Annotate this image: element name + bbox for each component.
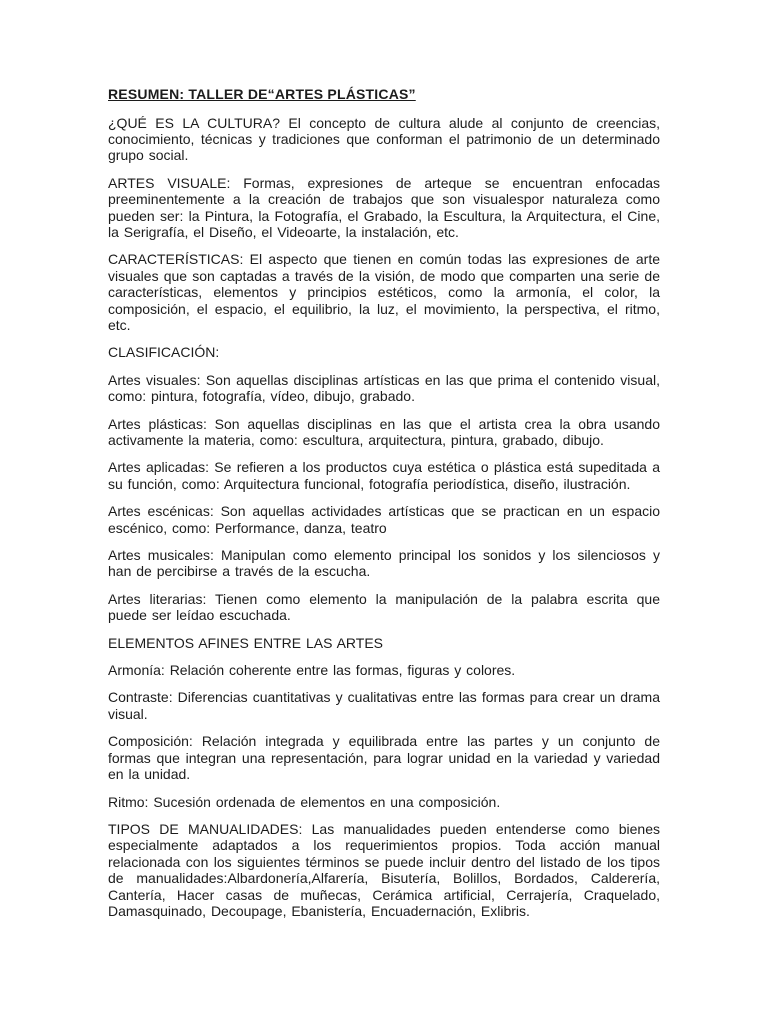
para-ritmo: Ritmo: Sucesión ordenada de elementos en una composición. xyxy=(108,793,501,810)
para-composicion: Composición: Relación integrada y equilibrada entre las partes y un conjunto de formas que integran una representación, para lograr unidad en la variedad y variedad en la unidad. xyxy=(108,733,660,783)
heading-elementos-afines: ELEMENTOS AFINES ENTRE LAS ARTES xyxy=(108,634,384,651)
para-contraste: Contraste: Diferencias cuantitativas y cualitativas entre las formas para crear un drama visual. xyxy=(108,689,660,722)
para-artes-escenicas: Artes escénicas: Son aquellas actividades artísticas que se practican en un espacio escénico, como: Performance, danza, teatro xyxy=(108,503,660,536)
para-artes-literarias: Artes literarias: Tienen como elemento la manipulación de la palabra escrita que puede ser leídao escuchada. xyxy=(108,590,660,624)
para-tipos-de-manualidades: TIPOS DE MANUALIDADES: Las manualidades pueden entenderse como bienes especialmente adaptados a los requerimientos propios. Toda acción manual relacionada con los siguientes términos se puede incluir dentro del listado de los tipos de manualidades:Albardonería,Alfarería, Bisutería, Bolillos, Bordados, Calderería, Cantería, Hacer casas de muñecas, Cerámica artificial, Cerrajería, Craquelado, Damasquinado, Decoupage, Ebanistería, Encuadernación, Exlibris. xyxy=(108,820,660,919)
para-artes-musicales: Artes musicales: Manipulan como elemento principal los sonidos y los silenciosos y han de percibirse a través de la escucha. xyxy=(108,547,660,580)
para-artes-plasticas: Artes plásticas: Son aquellas disciplinas en las que el artista crea la obra usando activamente la materia, como: escultura, arquitectura, pintura, grabado, dibujo. xyxy=(108,415,660,448)
para-artes-aplicadas: Artes aplicadas: Se refieren a los productos cuya estética o plástica está supeditada a su función, como: Arquitectura funcional, fotografía periodística, diseño, ilustración. xyxy=(108,459,660,492)
para-que-es-la-cultura: ¿QUÉ ES LA CULTURA? El concepto de cultura alude al conjunto de creencias, conocimiento, técnicas y tradiciones que conforman el patrimonio de un determinado grupo social. xyxy=(108,114,660,164)
para-caracteristicas: CARACTERÍSTICAS: El aspecto que tienen en común todas las expresiones de arte visuales que son captadas a través de la visión, de modo que comparten una serie de características, elementos y principios estéticos, como la armonía, el color, la composición, el espacio, el equilibrio, la luz, el movimiento, la perspectiva, el ritmo, etc. xyxy=(108,251,660,333)
document-title: RESUMEN: TALLER DE“ARTES PLÁSTICAS” xyxy=(108,86,416,102)
para-armonia: Armonía: Relación coherente entre las formas, figuras y colores. xyxy=(108,662,516,679)
para-artes-visuale: ARTES VISUALE: Formas, expresiones de arteque se encuentran enfocadas preeminentemente a la creación de trabajos que son visualespor naturaleza como pueden ser: la Pintura, la Fotografía, el Grabado, la Escultura, la Arquitectura, el Cine, la Serigrafía, el Diseño, el Videoarte, la instalación, etc. xyxy=(108,174,660,240)
para-artes-visuales: Artes visuales: Son aquellas disciplinas artísticas en las que prima el contenido visual, como: pintura, fotografía, vídeo, dibujo, grabado. xyxy=(108,371,660,405)
heading-clasificacion: CLASIFICACIÓN: xyxy=(108,344,220,361)
